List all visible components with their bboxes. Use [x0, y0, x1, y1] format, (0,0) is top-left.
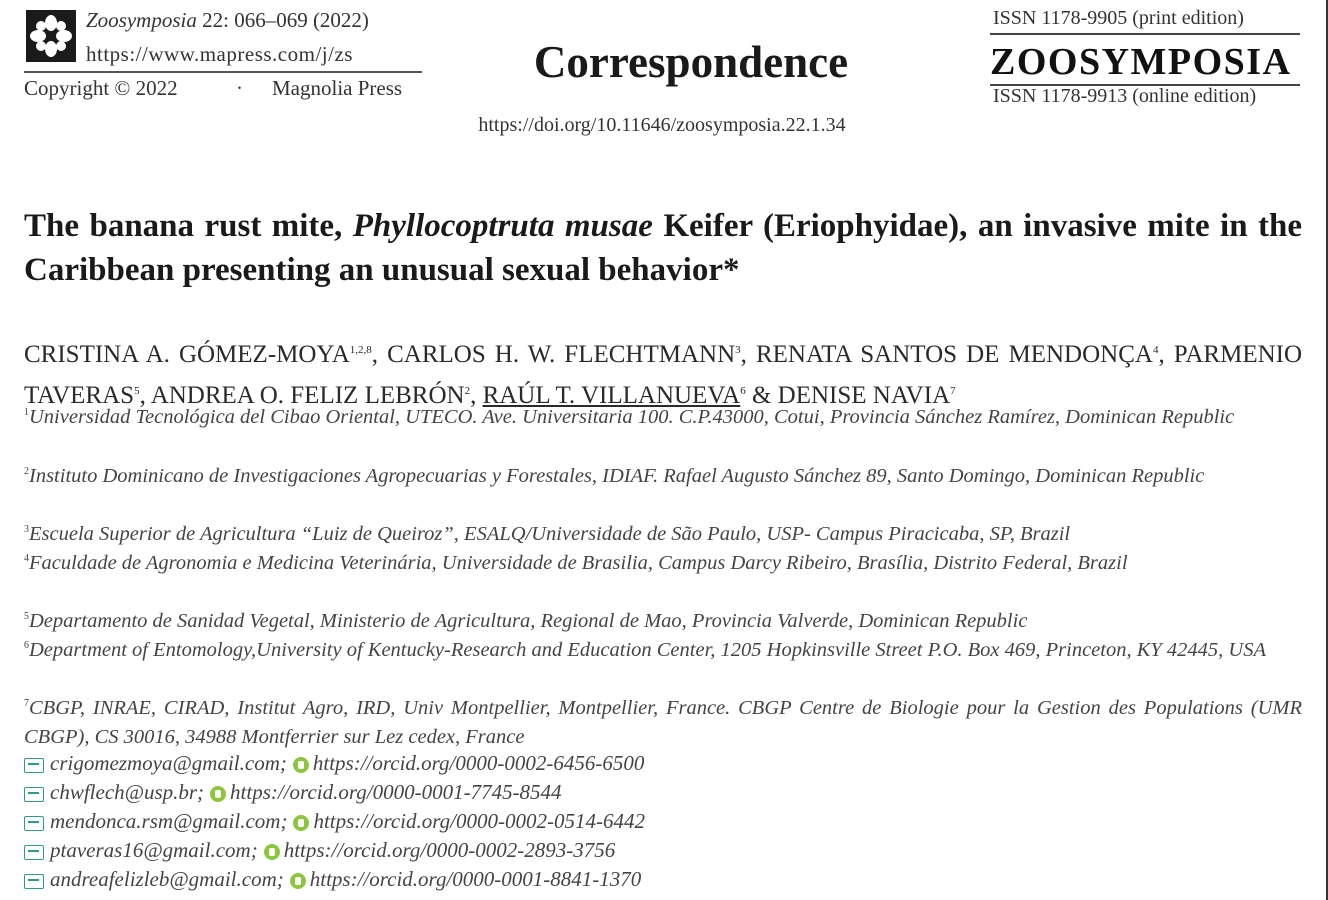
journal-issue: 22: 066–069 (2022): [196, 8, 369, 32]
author-affiliation-mark: 7: [950, 385, 956, 397]
email-link[interactable]: mendonca.rsm@gmail.com;: [50, 809, 288, 833]
affiliation-number: 3: [24, 524, 29, 535]
envelope-icon[interactable]: [24, 816, 44, 831]
contact-line: [24, 808, 645, 834]
journal-masthead: ZOOSYMPOSIA: [990, 41, 1292, 83]
email-link[interactable]: chwflech@usp.br;: [50, 780, 205, 804]
envelope-icon[interactable]: [24, 787, 44, 802]
orcid-link[interactable]: https://orcid.org/0000-0002-6456-6500: [312, 751, 645, 775]
contact-line: [24, 779, 562, 805]
article-title: [24, 204, 1302, 292]
journal-name: Zoosymposia: [86, 8, 197, 32]
journal-citation: [86, 8, 369, 33]
title-part-1: The banana rust mite,: [24, 208, 353, 244]
issn-divider-top: [990, 33, 1300, 35]
orcid-icon[interactable]: [290, 873, 306, 889]
author-affiliation-mark: 2: [464, 385, 471, 397]
affiliation: [24, 631, 1302, 665]
affiliation-number: 1: [24, 407, 29, 418]
author-affiliation-mark: 3: [735, 344, 741, 356]
author-affiliation-mark: 5: [134, 385, 140, 397]
contact-line: [24, 866, 641, 892]
envelope-icon[interactable]: [24, 758, 44, 773]
envelope-icon[interactable]: [24, 845, 44, 860]
affiliation-text: Instituto Dominicano de Investigaciones Agropecuarias y Forestales, IDIAF. Rafael Augusto Sánchez 89, Santo Domingo, Dominican Republic: [29, 465, 1205, 487]
journal-url-link[interactable]: https://www.mapress.com/j/zs: [86, 42, 353, 66]
affiliation-number: 5: [24, 611, 29, 622]
author: ANDREA O. FELIZ LEBRÓN: [150, 382, 465, 409]
contact-line: [24, 837, 615, 863]
header-separator: ·: [236, 76, 243, 100]
orcid-link[interactable]: https://orcid.org/0000-0002-2893-3756: [283, 838, 616, 862]
affiliation: [24, 398, 1302, 432]
author-corresponding-link[interactable]: RAÚL T. VILLANUEVA: [482, 382, 741, 409]
author: PARMENIO TAVERAS: [24, 341, 1303, 409]
orcid-icon[interactable]: [264, 844, 280, 860]
affiliation-text: Universidad Tecnológica del Cibao Oriental, UTECO. Ave. Universitaria 100. C.P.43000, Cotui, Provincia Sánchez Ramírez, Dominican Republic: [29, 406, 1235, 428]
affiliation-number: 4: [24, 553, 29, 564]
title-species: Phyllocoptruta musae: [352, 208, 653, 244]
author-affiliation-mark: 1,2,8: [349, 344, 372, 356]
publisher: Magnolia Press: [272, 76, 403, 100]
affiliation: [24, 689, 1302, 752]
contact-line: [24, 750, 644, 776]
affiliation: [24, 457, 1302, 491]
affiliation: [24, 544, 1302, 578]
affiliation-text: CBGP, INRAE, CIRAD, Institut Agro, IRD, Univ Montpellier, Montpellier, France. CBGP Centre de Biologie pour la Gestion des Populations (UMR CBGP), CS 30016, 34988 Montferrier sur Lez cedex, France: [24, 697, 1302, 748]
author-separator: ,: [740, 341, 756, 368]
title-part-2: Keifer (Eriophyidae), an invasive mite in the Caribbean presenting an unusual sexual behavior*: [24, 208, 1303, 288]
author: CRISTINA A. GÓMEZ-MOYA: [24, 341, 350, 368]
orcid-icon[interactable]: [210, 786, 226, 802]
orcid-link[interactable]: https://orcid.org/0000-0001-8841-1370: [309, 867, 642, 891]
issn-online: ISSN 1178-9913 (online edition): [993, 85, 1257, 107]
email-link[interactable]: crigomezmoya@gmail.com;: [50, 751, 287, 775]
orcid-icon[interactable]: [293, 815, 309, 831]
author: DENISE NAVIA: [777, 382, 951, 409]
orcid-link[interactable]: https://orcid.org/0000-0001-7745-8544: [230, 780, 562, 804]
affiliation-text: Escuela Superior de Agricultura “Luiz de Queiroz”, ESALQ/Universidade de São Paulo, USP- Campus Piracicaba, SP, Brazil: [29, 523, 1071, 545]
affiliation-text: Departamento de Sanidad Vegetal, Ministerio de Agricultura, Regional de Mao, Provincia Valverde, Dominican Republic: [29, 610, 1028, 632]
issn-print: ISSN 1178-9905 (print edition): [993, 7, 1244, 29]
author-separator: ,: [139, 382, 151, 409]
author-affiliation-mark: 4: [1152, 344, 1159, 356]
affiliation-number: 6: [24, 640, 29, 651]
author-separator: ,: [470, 382, 483, 409]
orcid-icon[interactable]: [293, 757, 309, 773]
author-separator: ,: [1158, 341, 1174, 368]
author-separator: &: [745, 382, 778, 409]
author-separator: ,: [371, 341, 388, 368]
affiliation-text: Department of Entomology,University of Kentucky-Research and Education Center, 1205 Hopkinsville Street P.O. Box 469, Princeton, KY 42445, USA: [29, 639, 1266, 661]
affiliation-number: 2: [24, 466, 29, 477]
author-affiliation-mark: 6: [740, 385, 746, 397]
section-heading: Correspondence: [533, 37, 849, 87]
doi-link[interactable]: https://doi.org/10.11646/zoosymposia.22.1.34: [478, 114, 846, 136]
author: RENATA SANTOS DE MENDONÇA: [755, 341, 1153, 368]
email-link[interactable]: andreafelizleb@gmail.com;: [50, 867, 284, 891]
affiliation-number: 7: [24, 698, 29, 709]
envelope-icon[interactable]: [24, 874, 44, 889]
author: CARLOS H. W. FLECHTMANN: [387, 341, 736, 368]
affiliation-text: Faculdade de Agronomia e Medicina Veterinária, Universidade de Brasilia, Campus Darcy Ribeiro, Brasília, Distrito Federal, Brazil: [29, 552, 1128, 574]
copyright: Copyright © 2022: [24, 76, 178, 100]
email-link[interactable]: ptaveras16@gmail.com;: [50, 838, 258, 862]
orcid-link[interactable]: https://orcid.org/0000-0002-0514-6442: [313, 809, 645, 833]
